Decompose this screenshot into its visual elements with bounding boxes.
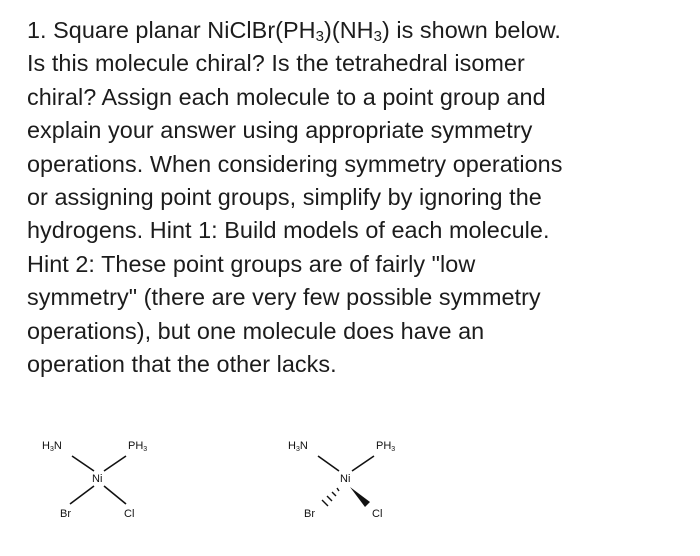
br-label: Br [60,508,71,520]
tetrahedral-structure [286,436,426,526]
ni-center-label: Ni [340,473,351,485]
question-text [27,14,695,381]
cl-label: Cl [372,508,383,520]
question-line: explain your answer using appropriate symmetry [27,117,533,144]
cl-label: Cl [124,508,135,520]
question-line: hydrogens. Hint 1: Build models of each molecule. [27,217,550,244]
question-line: operation that the other lacks. [27,351,337,378]
solid-wedge-cl [350,487,370,507]
bond-ni-br [70,486,94,504]
bond-ni-ph3 [104,456,126,471]
question-line: chiral? Assign each molecule to a point group and [27,83,546,110]
ph3-label: $PH_3$ [376,440,396,453]
question-line: or assigning point groups, simplify by ignoring the [27,184,542,211]
br-label: Br [304,508,315,520]
question-line: operations. When considering symmetry operations [27,150,563,177]
question-line-1: 1. Square planar $NiClBr(PH_3)(NH_3)$ is shown below. [27,17,561,45]
nh3-label: $H_3N$ [42,440,62,453]
question-line: Hint 2: These point groups are of fairly "low [27,250,476,277]
ni-center-label: Ni [92,473,103,485]
question-line: Is this molecule chiral? Is the tetrahedral isomer [27,50,525,77]
question-line: symmetry" (there are very few possible symmetry [27,284,541,311]
bond-ni-nh3 [72,456,94,471]
bond-ni-ph3 [352,456,374,471]
square-planar-structure [40,436,180,526]
bond-ni-nh3 [318,456,339,471]
nh3-label: $H_3N$ [288,440,308,453]
hashed-wedge-br [322,488,339,506]
ph3-label: $PH_3$ [128,440,148,453]
question-line: operations), but one molecule does have an [27,317,485,344]
bond-ni-cl [104,486,126,504]
